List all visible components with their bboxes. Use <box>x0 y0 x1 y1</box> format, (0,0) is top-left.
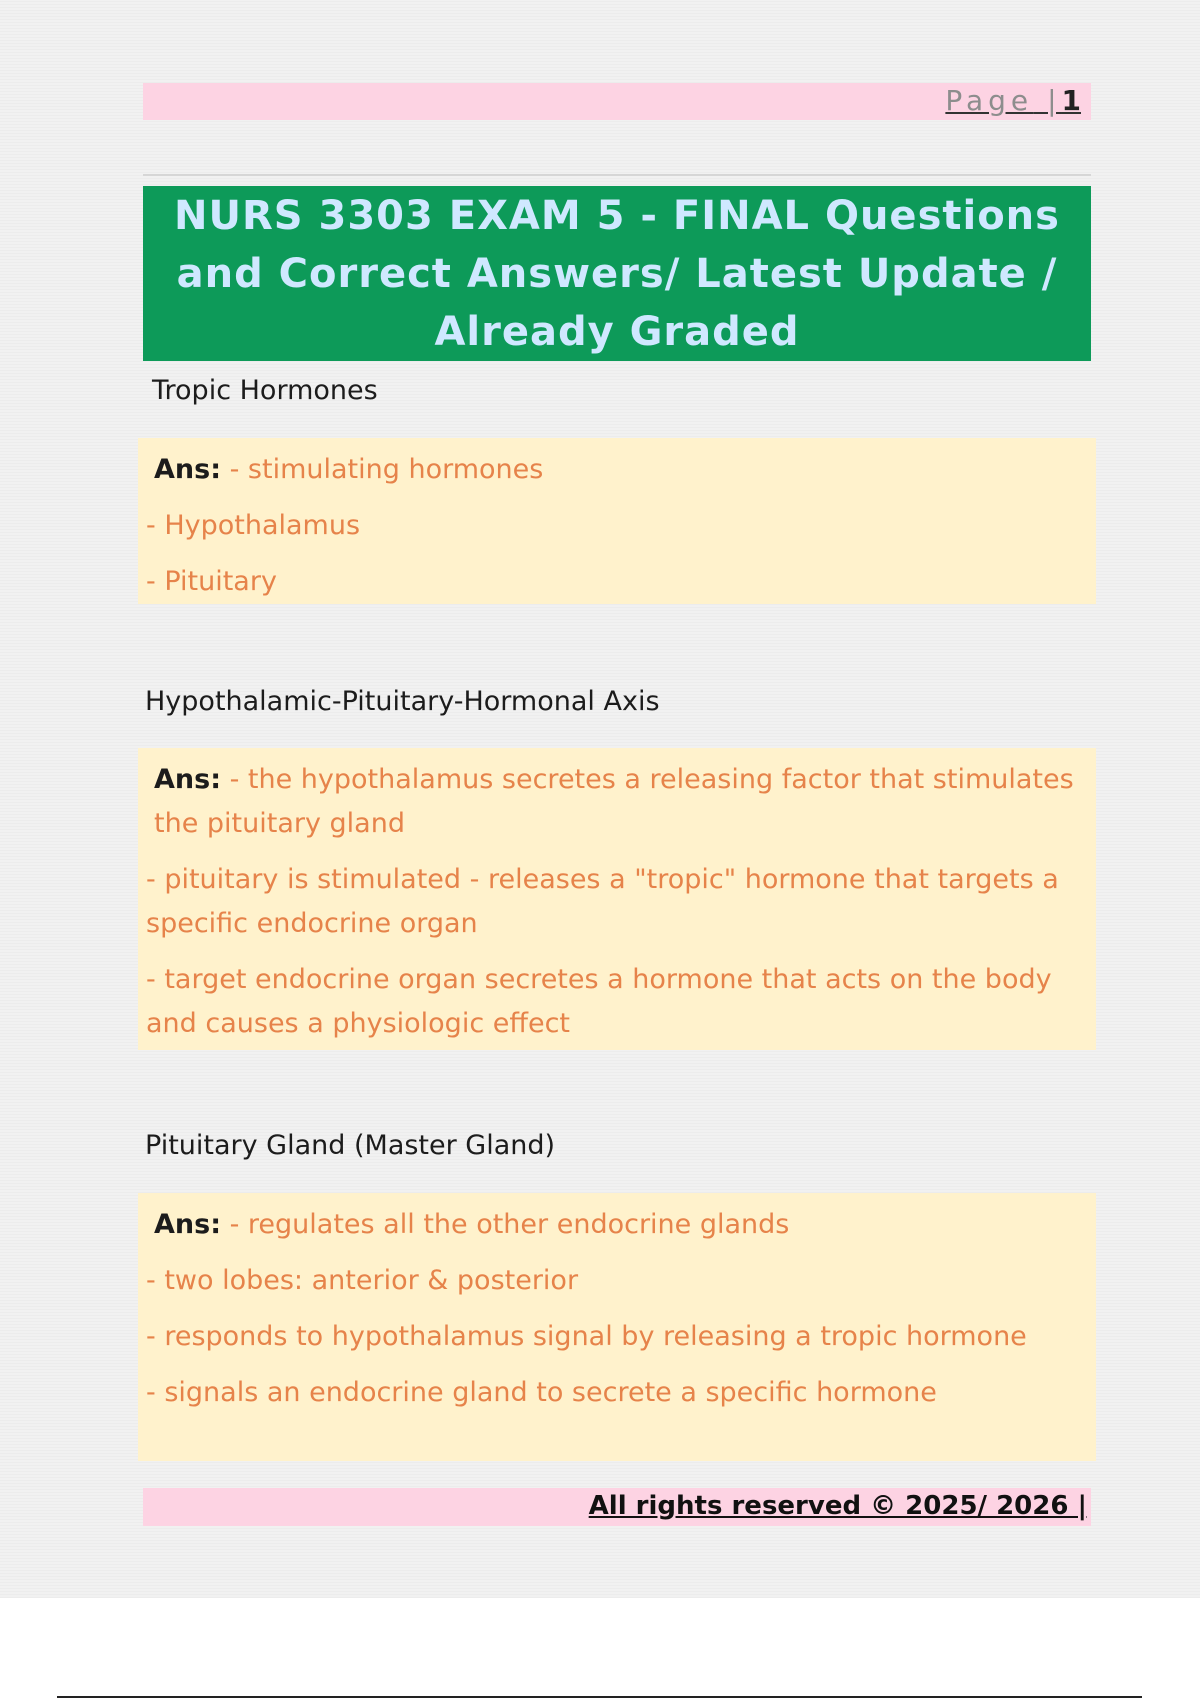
answer-line: - Hypothalamus <box>146 510 361 541</box>
answer-label: Ans: <box>154 454 221 485</box>
answer-text: - regulates all the other endocrine glands <box>229 1209 790 1240</box>
header-divider <box>143 174 1091 176</box>
answer-line: - responds to hypothalamus signal by releasing a tropic hormone <box>146 1321 1027 1352</box>
answer-line: - pituitary is stimulated - releases a "tropic" hormone that targets a specific endocrine organ <box>146 864 1059 939</box>
question-hpa-axis: Hypothalamic-Pituitary-Hormonal Axis <box>145 686 660 717</box>
answer-text: - stimulating hormones <box>229 454 544 485</box>
answer-label: Ans: <box>154 1209 221 1240</box>
answer-line: - target endocrine organ secretes a hormone that acts on the body and causes a physiologic effect <box>146 964 1052 1039</box>
answer-line: - two lobes: anterior & posterior <box>146 1265 579 1296</box>
rights-reserved-text: All rights reserved © 2025/ 2026 | <box>588 1491 1087 1521</box>
answer-box-hpa-axis <box>138 748 1096 1050</box>
page-word: Page <box>945 84 1034 117</box>
answer-label: Ans: <box>154 764 221 795</box>
answer-line <box>146 758 1096 846</box>
page-separator: | <box>1033 84 1062 117</box>
document-title: NURS 3303 EXAM 5 - FINAL Questions and Correct Answers/ Latest Update / Already Graded <box>174 192 1060 355</box>
answer-line: - Pituitary <box>146 566 277 597</box>
answer-box-pituitary-gland <box>138 1193 1096 1461</box>
answer-box-tropic-hormones <box>138 438 1096 604</box>
footer-bar <box>143 1488 1091 1526</box>
title-banner <box>143 186 1091 361</box>
answer-line: - signals an endocrine gland to secrete a specific hormone <box>146 1377 937 1408</box>
page-number-label <box>945 84 1081 117</box>
page-number: 1 <box>1061 84 1081 117</box>
page-header-bar <box>143 83 1091 120</box>
answer-text: - the hypothalamus secretes a releasing factor that stimulates the pituitary gland <box>154 764 1074 839</box>
answer-line <box>146 1203 1096 1247</box>
question-tropic-hormones: Tropic Hormones <box>152 375 378 406</box>
answer-line <box>146 448 1096 492</box>
question-pituitary-gland: Pituitary Gland (Master Gland) <box>145 1130 556 1161</box>
bottom-divider <box>57 1696 1142 1698</box>
